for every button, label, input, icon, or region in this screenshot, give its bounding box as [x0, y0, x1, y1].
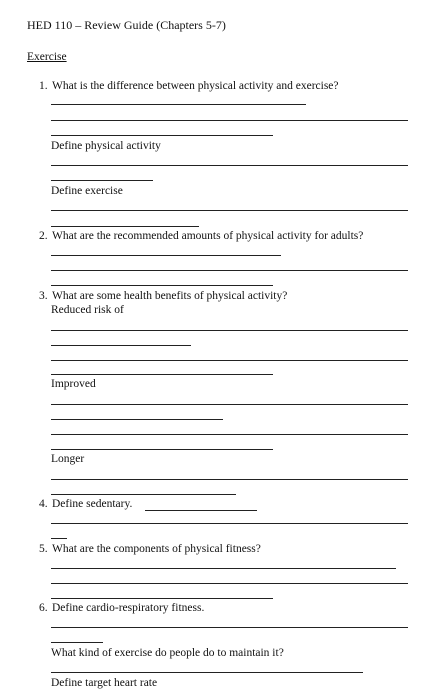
answer-line[interactable]: [51, 270, 408, 271]
answer-line[interactable]: [51, 120, 408, 121]
answer-line[interactable]: [51, 568, 396, 569]
question-number: 6.: [39, 602, 48, 614]
question-text: What are the recommended amounts of physical activity for adults?: [52, 230, 364, 242]
answer-line[interactable]: [51, 285, 273, 286]
page-title: HED 110 – Review Guide (Chapters 5-7): [27, 18, 226, 32]
section-heading: Exercise: [27, 51, 67, 63]
answer-line[interactable]: [51, 627, 408, 628]
answer-line[interactable]: [51, 210, 408, 211]
answer-line[interactable]: [51, 494, 236, 495]
question-2: [39, 230, 363, 243]
improved-label: Improved: [51, 378, 96, 390]
answer-line[interactable]: [51, 523, 408, 524]
question-4: [39, 498, 132, 511]
answer-line[interactable]: [51, 479, 408, 480]
answer-line[interactable]: [145, 510, 257, 511]
answer-line[interactable]: [51, 434, 408, 435]
answer-line[interactable]: [51, 449, 273, 450]
answer-line[interactable]: [51, 104, 306, 105]
question-number: 2.: [39, 230, 48, 242]
answer-line[interactable]: [51, 226, 199, 227]
answer-line[interactable]: [51, 345, 191, 346]
question-1: [39, 80, 339, 93]
answer-line[interactable]: [51, 330, 408, 331]
answer-line[interactable]: [51, 538, 67, 539]
question-number: 5.: [39, 543, 48, 555]
question-5: [39, 543, 261, 556]
maintain-question-label: What kind of exercise do people do to maintain it?: [51, 647, 284, 659]
longer-label: Longer: [51, 453, 85, 465]
question-3: [39, 290, 287, 303]
answer-line[interactable]: [51, 374, 273, 375]
question-6: [39, 602, 204, 615]
answer-line[interactable]: [51, 404, 408, 405]
answer-line[interactable]: [51, 583, 408, 584]
answer-line[interactable]: [51, 598, 273, 599]
target-heart-rate-label: Define target heart rate: [51, 677, 158, 689]
define-physical-activity-label: Define physical activity: [51, 140, 161, 152]
answer-line[interactable]: [51, 360, 408, 361]
question-number: 3.: [39, 290, 48, 302]
question-text: What are the components of physical fitness?: [52, 543, 261, 555]
question-text: What is the difference between physical activity and exercise?: [52, 80, 339, 92]
define-exercise-label: Define exercise: [51, 185, 123, 197]
answer-line[interactable]: [51, 165, 408, 166]
answer-line[interactable]: [51, 642, 103, 643]
question-text: Define sedentary.: [52, 498, 133, 510]
question-number: 4.: [39, 498, 48, 510]
answer-line[interactable]: [51, 135, 273, 136]
answer-line[interactable]: [51, 672, 363, 673]
question-text: What are some health benefits of physical activity?: [52, 290, 288, 302]
answer-line[interactable]: [51, 419, 223, 420]
reduced-risk-label: Reduced risk of: [51, 304, 124, 316]
question-text: Define cardio-respiratory fitness.: [52, 602, 205, 614]
answer-line[interactable]: [51, 180, 153, 181]
question-number: 1.: [39, 80, 48, 92]
answer-line[interactable]: [51, 255, 281, 256]
